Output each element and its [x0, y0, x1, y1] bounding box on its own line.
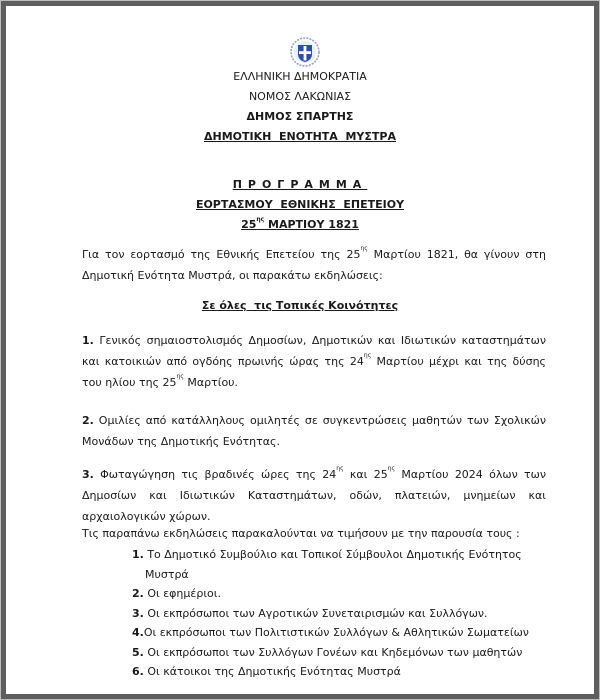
invitee-item: 4.Οι εκπρόσωποι των Πολιτιστικών Συλλόγων & Αθλητικών Σωματείων [132, 626, 529, 639]
title-celebration: ΕΟΡΤΑΣΜΟΥ ΕΘΝΙΚΗΣ ΕΠΕΤΕΙΟΥ [195, 198, 405, 211]
header-unit: ΔΗΜΟΤΙΚΗ ΕΝΟΤΗΤΑ ΜΥΣΤΡΑ [204, 130, 396, 143]
title-programme: ΠΡΟΓΡΑΜΜΑ [232, 178, 368, 191]
subheading: Σε όλες τις Τοπικές Κοινότητες [201, 299, 399, 312]
greek-coat-of-arms-icon [290, 37, 320, 67]
invitee-list [132, 545, 546, 682]
header-prefecture: ΝΟΜΟΣ ΛΑΚΩΝΙΑΣ [248, 90, 352, 103]
invitee-item: 3. Οι εκπρόσωποι των Αγροτικών Συνεταιρισμών και Συλλόγων. [132, 606, 488, 620]
title-date: $25^{\eta\varsigma}$ ΜΑΡΤΙΟΥ 1821 [241, 216, 359, 231]
invite-text: Τις παραπάνω εκδηλώσεις παρακαλούνται να τιμήσουν με την παρουσία τους : [82, 527, 520, 540]
header-municipality: ΔΗΜΟΣ ΣΠΑΡΤΗΣ [246, 110, 354, 123]
invitee-item: 1. Το Δημοτικό Συμβούλιο και Τοπικοί Σύμβουλοι Δημοτικής Ενότητος [132, 548, 522, 561]
item-3: 3. Φωταγώγηση τις βραδινές ώρες της $24^{\eta\varsigma}$ και $25^{\eta\varsigma}$ Μαρτίου 2024 όλων των Δημοσίων και Ιδιωτικών Καταστημάτων, οδών, πλατειών, μνημείων και αρχαιολογικών χώρων. [82, 465, 546, 523]
header-country: ΕΛΛΗΝΙΚΗ ΔΗΜΟΚΡΑΤΙΑ [233, 70, 367, 83]
invitee-item: 5. Οι εκπρόσωποι των Συλλόγων Γονέων και Κηδεμόνων των μαθητών [132, 645, 523, 659]
header-block [6, 67, 594, 147]
invitee-item: 2. Οι εφημέριοι. [132, 587, 221, 600]
title-block [6, 175, 594, 235]
item-1: 1. Γενικός σημαιοστολισμός Δημοσίων, Δημοτικών και Ιδιωτικών καταστημάτων και κατοικιών από ογδόης πρωινής ώρας της $24^{\eta\varsigma}$ Μαρτίου μέχρι και της δύσης του ηλίου της $25^{\eta\varsigma}$ Μαρτίου. [82, 334, 547, 389]
invitee-item: 6. Οι κάτοικοι της Δημοτικής Ενότητας Μυστρά [132, 665, 401, 678]
intro-paragraph: Για τον εορτασμό της Εθνικής Επετείου της $25^{\eta\varsigma}$ Μαρτίου 1821, θα γίνουν στη Δημοτική Ενότητα Μυστρά, οι παρακάτω εκδηλώσεις: [82, 245, 546, 282]
item-2: 2. Ομιλίες από κατάλληλους ομιλητές σε συγκεντρώσεις μαθητών των Σχολικών Μονάδων της Δημοτικής Ενότητας. [82, 414, 546, 448]
document-page [6, 6, 594, 694]
invitee-item-continuation: Μυστρά [145, 567, 189, 581]
